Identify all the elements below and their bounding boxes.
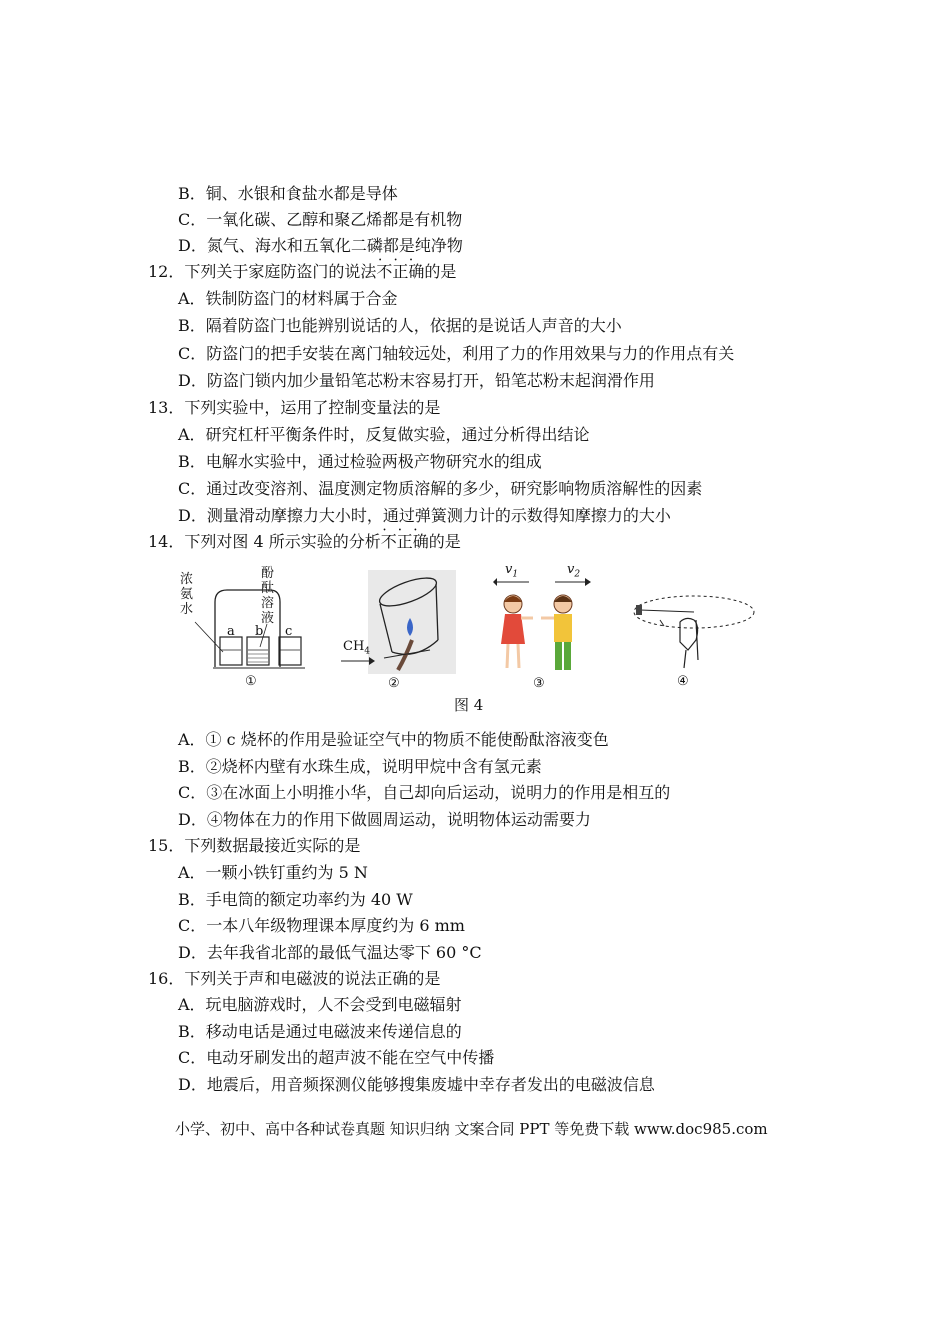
- v2-label: $v_2$: [567, 562, 581, 580]
- q12-option-b: B．隔着防盗门也能辨别说话的人，依据的是说话人声音的大小: [178, 316, 622, 335]
- q14-option-a: A．① c 烧杯的作用是验证空气中的物质不能使酚酞溶液变色: [178, 730, 609, 749]
- q15-option-a: A．一颗小铁钉重约为 5 N: [178, 863, 368, 882]
- ammonia-label: 浓 氨 水: [180, 572, 194, 617]
- q14-emphasis: • • • 不正确: [381, 532, 429, 552]
- q13-option-a: A．研究杠杆平衡条件时，反复做实验，通过分析得出结论: [178, 425, 590, 444]
- phenolphthalein-label: 酚 酞 溶 液: [261, 566, 275, 626]
- q16-option-b: B．移动电话是通过电磁波来传递信息的: [178, 1022, 462, 1041]
- q13-option-c: C．通过改变溶剂、温度测定物质溶解的多少，研究影响物质溶解性的因素: [178, 479, 703, 498]
- q16-option-a: A．玩电脑游戏时，人不会受到电磁辐射: [178, 995, 462, 1014]
- arrow-icon: [341, 656, 375, 666]
- q15-option-d: D．去年我省北部的最低气温达零下 60 °C: [178, 943, 482, 962]
- q14-option-b: B．②烧杯内壁有水珠生成，说明甲烷中含有氢元素: [178, 757, 542, 776]
- q11-option-c: C．一氧化碳、乙醇和聚乙烯都是有机物: [178, 210, 463, 229]
- panel-1-number: ①: [245, 674, 257, 689]
- panel-3-number: ③: [533, 676, 545, 691]
- q12-option-d: D．防盗门锁内加少量铅笔芯粉末容易打开，铅笔芯粉末起润滑作用: [178, 371, 655, 390]
- beaker-b-label: b: [255, 624, 264, 639]
- figure-4: [175, 562, 775, 691]
- circular-motion-drawing: [630, 580, 760, 670]
- q15-stem: 15．下列数据最接近实际的是: [148, 836, 361, 855]
- kids-drawing: [493, 578, 593, 678]
- q15-option-b: B．手电筒的额定功率约为 40 W: [178, 890, 413, 909]
- v1-label: $v_1$: [505, 562, 519, 580]
- q11-option-b: B．铜、水银和食盐水都是导体: [178, 184, 398, 203]
- q16-option-d: D．地震后，用音频探测仪能够搜集废墟中幸存者发出的电磁波信息: [178, 1075, 655, 1094]
- ch4-label: $CH_4$: [343, 639, 371, 657]
- beaker-a-label: a: [227, 624, 235, 639]
- q12-stem: 12．下列关于家庭防盗门的说法• • • 不正确的是: [148, 262, 456, 282]
- q15-option-c: C．一本八年级物理课本厚度约为 6 mm: [178, 916, 465, 935]
- q13-option-d: D．测量滑动摩擦力大小时，通过弹簧测力计的示数得知摩擦力的大小: [178, 506, 671, 525]
- q16-option-c: C．电动牙刷发出的超声波不能在空气中传播: [178, 1048, 495, 1067]
- beaker-c-label: c: [285, 624, 293, 639]
- panel-4-number: ④: [677, 674, 689, 689]
- beakers-drawing: [175, 562, 315, 672]
- q14-option-d: D．④物体在力的作用下做圆周运动，说明物体运动需要力: [178, 810, 591, 829]
- figure-4-caption: 图 4: [454, 696, 484, 714]
- footer-download-link[interactable]: 小学、初中、高中各种试卷真题 知识归纳 文案合同 PPT 等免费下载 www.doc985.com: [175, 1120, 768, 1138]
- panel-2-number: ②: [388, 676, 400, 691]
- q12-emphasis: • • • 不正确: [376, 262, 424, 282]
- q13-stem: 13．下列实验中，运用了控制变量法的是: [148, 398, 441, 417]
- q11-option-d: D．氮气、海水和五氧化二磷都是纯净物: [178, 236, 463, 255]
- q13-option-b: B．电解水实验中，通过检验两极产物研究水的组成: [178, 452, 542, 471]
- q14-option-c: C．③在冰面上小明推小华，自己却向后运动，说明力的作用是相互的: [178, 783, 671, 802]
- q12-option-c: C．防盗门的把手安装在离门轴较远处，利用了力的作用效果与力的作用点有关: [178, 344, 735, 363]
- q14-stem: 14．下列对图 4 所示实验的分析• • • 不正确的是: [148, 532, 461, 552]
- q12-option-a: A．铁制防盗门的材料属于合金: [178, 289, 398, 308]
- q16-stem: 16．下列关于声和电磁波的说法正确的是: [148, 969, 441, 988]
